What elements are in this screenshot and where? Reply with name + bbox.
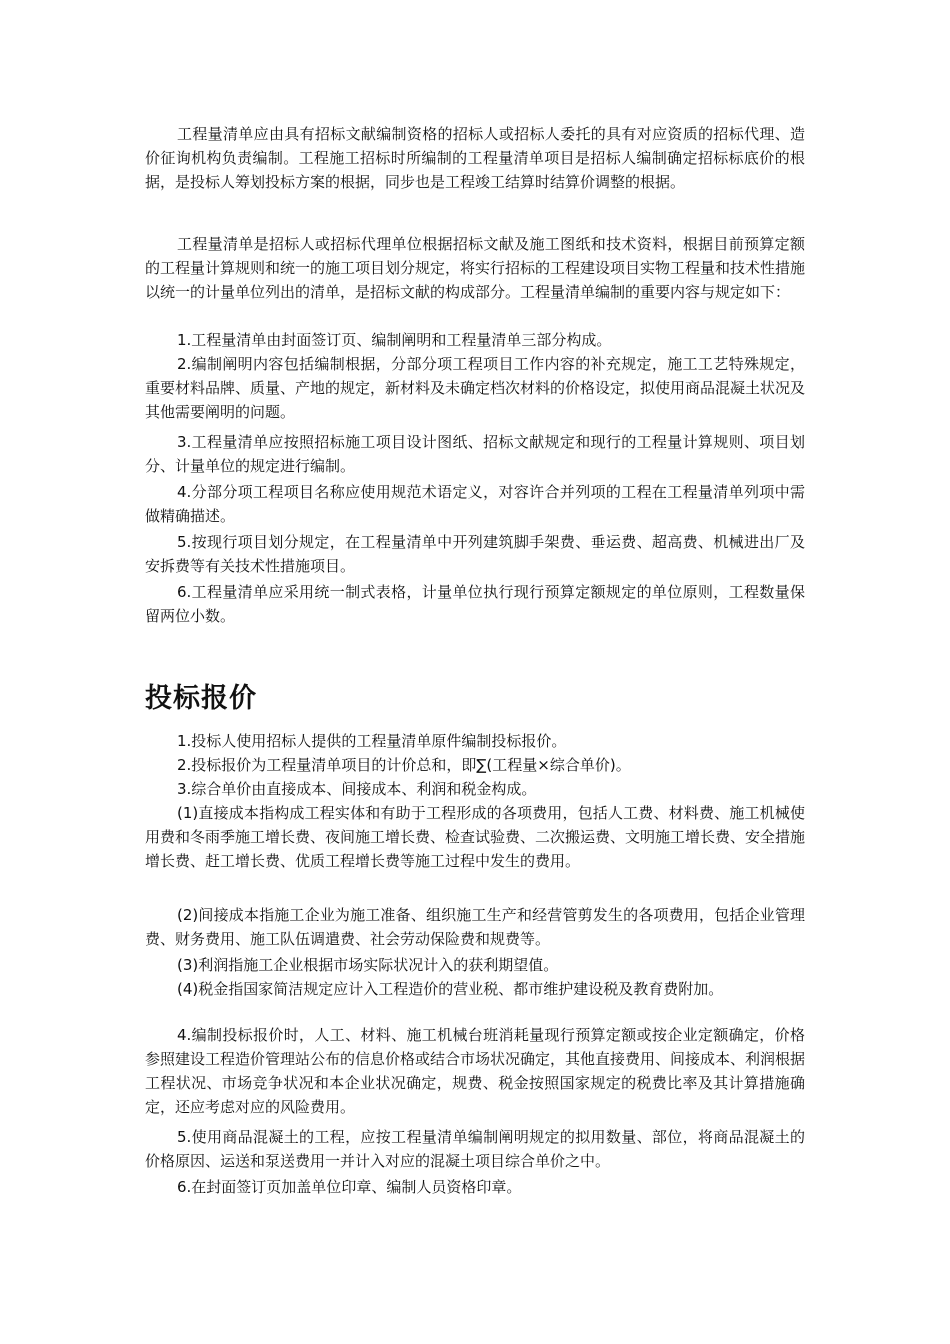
list-item-direct-cost: (1)直接成本指构成工程实体和有助于工程形成的各项费用，包括人工费、材料费、施工机械使用费和冬雨季施工增长费、夜间施工增长费、检查试验费、二次搬运费、文明施工增长费、安全措施增长费、赶工增长费、优质工程增长费等施工过程中发生的费用。 bbox=[145, 804, 806, 870]
paragraph-bill-definition: 工程量清单应由具有招标文献编制资格的招标人或招标人委托的具有对应资质的招标代理、造价征询机构负责编制。工程施工招标时所编制的工程量清单项目是招标人编制确定招标标底价的根据，是投标人筹划投标方案的根据，同步也是工程竣工结算时结算价调整的根据。 bbox=[145, 125, 805, 191]
list-item-bid-6: 6.在封面签订页加盖单位印章、编制人员资格印章。 bbox=[177, 1178, 522, 1196]
list-item-tax: (4)税金指国家简洁规定应计入工程造价的营业税、都市维护建设税及教育费附加。 bbox=[177, 980, 724, 998]
list-item-bid-3: 3.综合单价由直接成本、间接成本、利润和税金构成。 bbox=[177, 780, 537, 798]
list-item-bill-6: 6.工程量清单应采用统一制式表格，计量单位执行现行预算定额规定的单位原则，工程数量保留两位小数。 bbox=[145, 583, 805, 625]
list-item-bid-4: 4.编制投标报价时，人工、材料、施工机械台班消耗量现行预算定额或按企业定额确定，价格参照建设工程造价管理站公布的信息价格或结合市场状况确定，其他直接费用、间接成本、利润根据工程状况、市场竞争状况和本企业状况确定，规费、税金按照国家规定的税费比率及其计算措施确定，还应考虑对应的风险费用。 bbox=[145, 1026, 806, 1116]
list-item-bid-1: 1.投标人使用招标人提供的工程量清单原件编制投标报价。 bbox=[177, 732, 567, 750]
list-item-bill-3: 3.工程量清单应按照招标施工项目设计图纸、招标文献规定和现行的工程量计算规则、项目划分、计量单位的规定进行编制。 bbox=[145, 433, 805, 475]
list-item-bid-2: 2.投标报价为工程量清单项目的计价总和，即∑(工程量×综合单价)。 bbox=[177, 756, 631, 774]
list-item-indirect-cost: (2)间接成本指施工企业为施工准备、组织施工生产和经营管剪发生的各项费用，包括企业管理费、财务费用、施工队伍调遣费、社会劳动保险费和规费等。 bbox=[145, 906, 805, 948]
list-item-bid-5: 5.使用商品混凝土的工程，应按工程量清单编制阐明规定的拟用数量、部位，将商品混凝土的价格原因、运送和泵送费用一并计入对应的混凝土项目综合单价之中。 bbox=[145, 1128, 805, 1170]
paragraph-bill-contents: 工程量清单是招标人或招标代理单位根据招标文献及施工图纸和技术资料，根据目前预算定额的工程量计算规则和统一的施工项目划分规定，将实行招标的工程建设项目实物工程量和技术性措施以统一的计量单位列出的清单，是招标文献的构成部分。工程量清单编制的重要内容与规定如下： bbox=[145, 235, 806, 301]
section-heading-bid-price: 投标报价 bbox=[145, 683, 257, 714]
list-item-bill-4: 4.分部分项工程项目名称应使用规范术语定义，对容许合并列项的工程在工程量清单列项中需做精确描述。 bbox=[145, 483, 805, 525]
list-item-bill-5: 5.按现行项目划分规定，在工程量清单中开列建筑脚手架费、垂运费、超高费、机械进出厂及安拆费等有关技术性措施项目。 bbox=[145, 533, 805, 575]
list-item-profit: (3)利润指施工企业根据市场实际状况计入的获利期望值。 bbox=[177, 956, 559, 974]
list-item-bill-1: 1.工程量清单由封面签订页、编制阐明和工程量清单三部分构成。 bbox=[177, 331, 612, 349]
list-item-bill-2: 2.编制阐明内容包括编制根据，分部分项工程项目工作内容的补充规定，施工工艺特殊规定，重要材料品牌、质量、产地的规定，新材料及未确定档次材料的价格设定，拟使用商品混凝土状况及其他需要阐明的问题。 bbox=[145, 355, 806, 421]
